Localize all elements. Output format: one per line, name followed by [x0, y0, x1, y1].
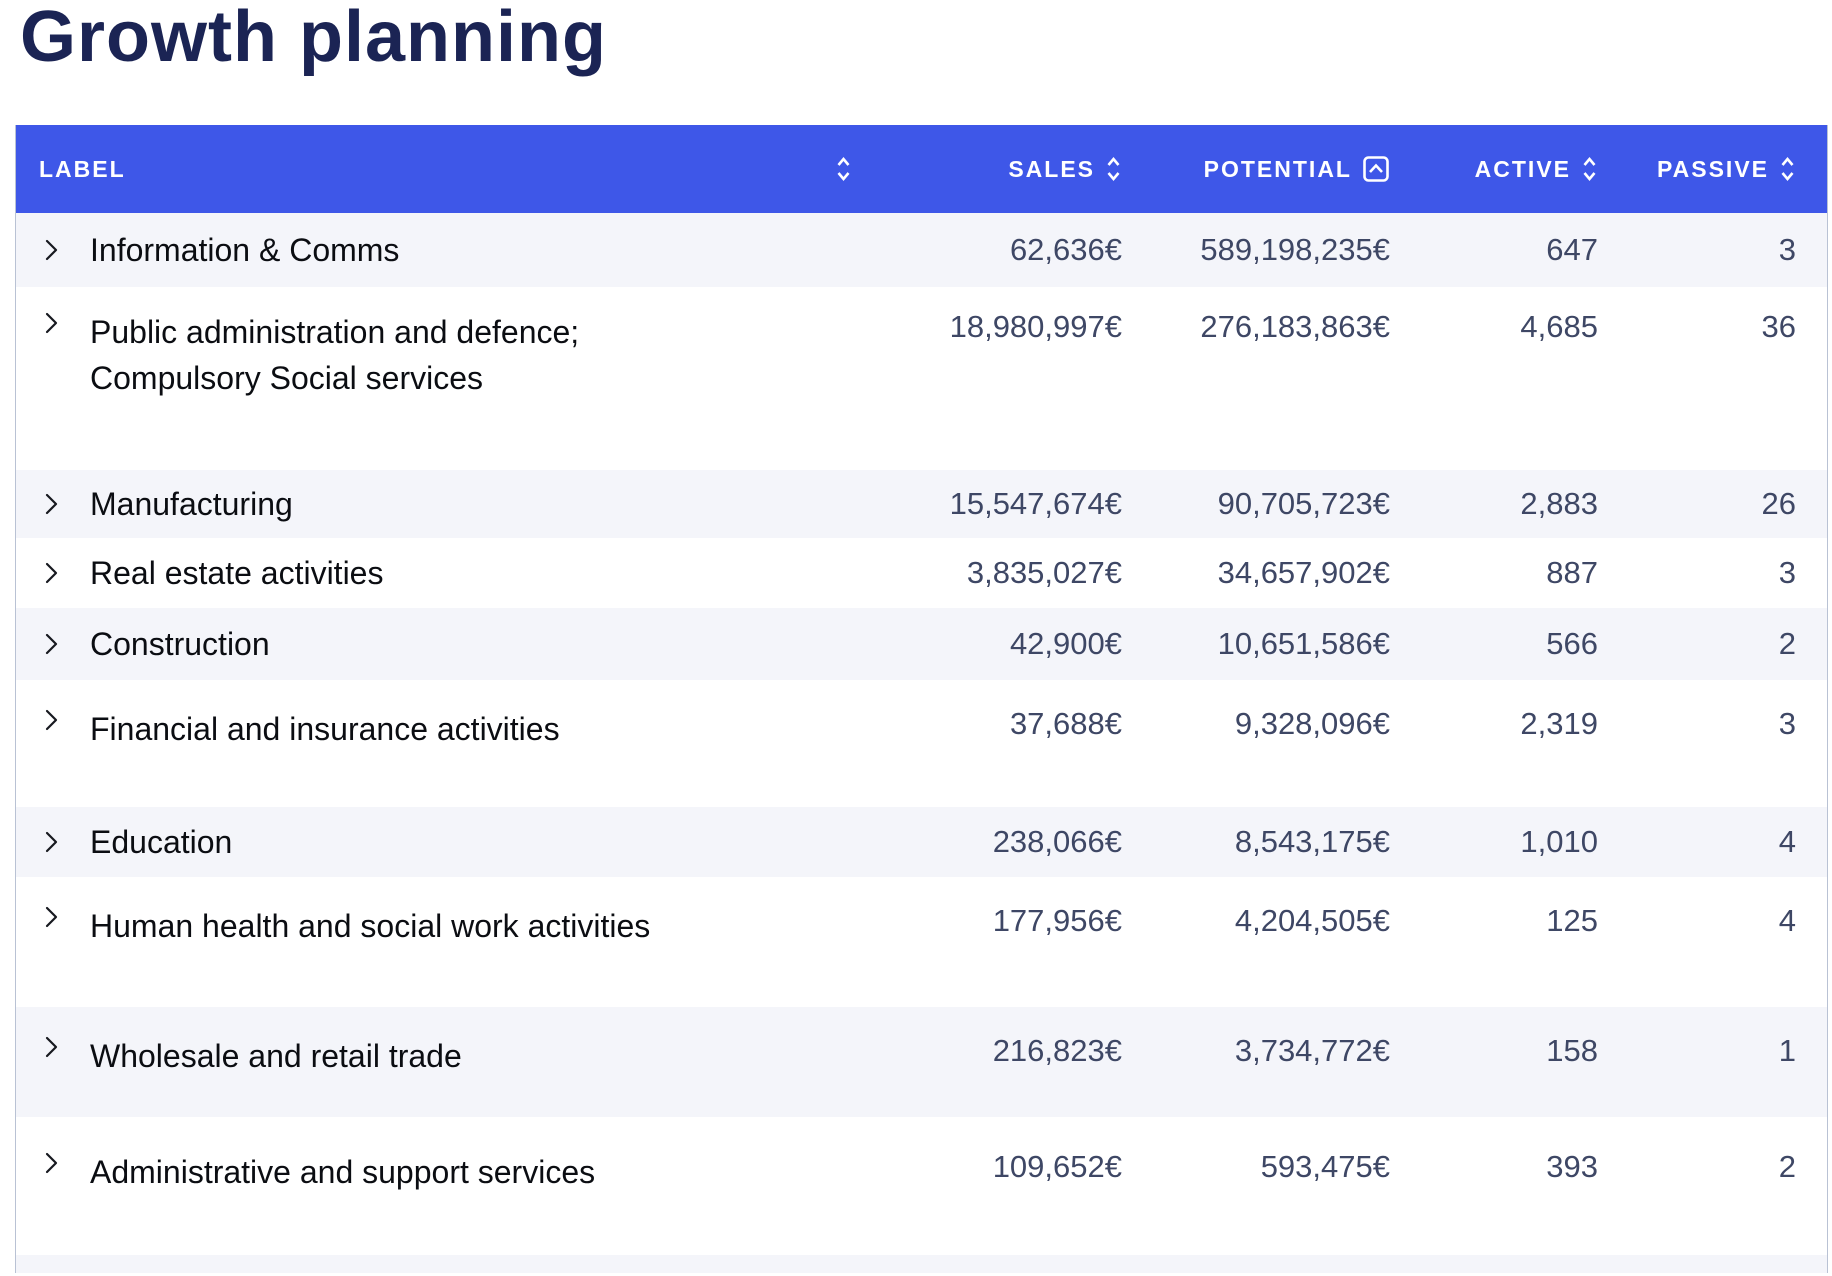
column-header-sales[interactable]	[860, 155, 1122, 183]
page-title: Growth planning	[20, 0, 607, 77]
sort-arrows-icon[interactable]	[1581, 155, 1598, 183]
chevron-right-icon[interactable]	[40, 490, 62, 518]
chevron-right-icon[interactable]	[40, 680, 62, 734]
row-passive: 3	[1778, 706, 1796, 741]
row-label: Administrative and support services	[90, 1154, 596, 1190]
row-passive: 36	[1761, 309, 1796, 344]
row-passive: 4	[1778, 824, 1796, 859]
row-active: 4,685	[1520, 309, 1598, 344]
row-passive: 3	[1778, 232, 1796, 267]
row-label: Human health and social work activities	[90, 908, 651, 944]
row-potential: 593,475€	[1260, 1149, 1390, 1184]
row-label: Financial and insurance activities	[90, 711, 560, 747]
row-potential: 8,543,175€	[1234, 824, 1390, 859]
row-sales: 15,547,674€	[949, 486, 1122, 521]
row-passive: 1	[1778, 1033, 1796, 1068]
row-sales: 3,835,027€	[966, 555, 1122, 590]
row-label: Real estate activities	[90, 554, 384, 591]
table-row[interactable]	[16, 807, 1827, 877]
sort-arrows-icon[interactable]	[835, 155, 852, 183]
table-row[interactable]	[16, 680, 1827, 807]
row-potential: 589,198,235€	[1200, 232, 1390, 267]
chevron-right-icon[interactable]	[40, 630, 62, 658]
table-row[interactable]	[16, 213, 1827, 287]
sort-arrows-icon[interactable]	[1779, 155, 1796, 183]
chevron-right-icon[interactable]	[40, 559, 62, 587]
sort-arrows-icon[interactable]	[1105, 155, 1122, 183]
row-potential: 9,328,096€	[1234, 706, 1390, 741]
row-active: 566	[1546, 626, 1598, 661]
row-label: Construction	[90, 625, 270, 662]
row-potential: 34,657,902€	[1217, 555, 1390, 590]
table-row[interactable]	[16, 287, 1827, 470]
row-active: 2,319	[1520, 706, 1598, 741]
column-header-potential-text: POTENTIAL	[1203, 155, 1352, 182]
row-potential: 90,705,723€	[1217, 486, 1390, 521]
column-header-sales-text: SALES	[1008, 155, 1095, 182]
row-sales: 177,956€	[992, 903, 1122, 938]
table-row[interactable]	[16, 470, 1827, 538]
chevron-right-icon[interactable]	[40, 1007, 62, 1061]
column-header-active[interactable]	[1390, 155, 1598, 183]
partial-row	[16, 1255, 1827, 1273]
row-sales: 62,636€	[1009, 232, 1122, 267]
column-header-label[interactable]	[16, 155, 860, 183]
row-passive: 4	[1778, 903, 1796, 938]
chevron-right-icon[interactable]	[40, 287, 62, 337]
row-sales: 18,980,997€	[949, 309, 1122, 344]
table-header-row	[16, 125, 1827, 213]
row-sales: 37,688€	[1009, 706, 1122, 741]
row-active: 1,010	[1520, 824, 1598, 859]
row-potential: 3,734,772€	[1234, 1033, 1390, 1068]
table-row[interactable]	[16, 877, 1827, 1007]
chevron-right-icon[interactable]	[40, 828, 62, 856]
row-active: 2,883	[1520, 486, 1598, 521]
chevron-right-icon[interactable]	[40, 877, 62, 931]
table-row[interactable]	[16, 1007, 1827, 1117]
sorted-indicator-box-icon[interactable]	[1362, 155, 1390, 183]
chevron-right-icon[interactable]	[40, 1117, 62, 1177]
row-passive: 26	[1761, 486, 1796, 521]
row-label: Information & Comms	[90, 231, 400, 268]
row-active: 647	[1546, 232, 1598, 267]
chevron-right-icon[interactable]	[40, 236, 62, 264]
row-potential: 4,204,505€	[1234, 903, 1390, 938]
growth-planning-table	[15, 125, 1828, 1273]
row-label: Public administration and defence; Compulsory Social services	[90, 314, 580, 397]
row-label: Wholesale and retail trade	[90, 1038, 462, 1074]
table-row[interactable]	[16, 608, 1827, 680]
row-active: 158	[1546, 1033, 1598, 1068]
table-row[interactable]	[16, 538, 1827, 608]
table-row[interactable]	[16, 1117, 1827, 1255]
row-passive: 2	[1778, 1149, 1796, 1184]
column-header-passive-text: PASSIVE	[1657, 155, 1769, 182]
row-sales: 238,066€	[992, 824, 1122, 859]
row-label: Manufacturing	[90, 485, 293, 522]
row-active: 125	[1546, 903, 1598, 938]
row-active: 393	[1546, 1149, 1598, 1184]
row-passive: 3	[1778, 555, 1796, 590]
row-potential: 10,651,586€	[1217, 626, 1390, 661]
column-header-passive[interactable]	[1598, 155, 1796, 183]
column-header-active-text: ACTIVE	[1474, 155, 1571, 182]
row-passive: 2	[1778, 626, 1796, 661]
row-sales: 42,900€	[1009, 626, 1122, 661]
row-label: Education	[90, 823, 233, 860]
row-active: 887	[1546, 555, 1598, 590]
column-header-label-text: LABEL	[39, 155, 126, 182]
row-sales: 216,823€	[992, 1033, 1122, 1068]
row-sales: 109,652€	[992, 1149, 1122, 1184]
row-potential: 276,183,863€	[1200, 309, 1390, 344]
column-header-potential[interactable]	[1122, 155, 1390, 183]
